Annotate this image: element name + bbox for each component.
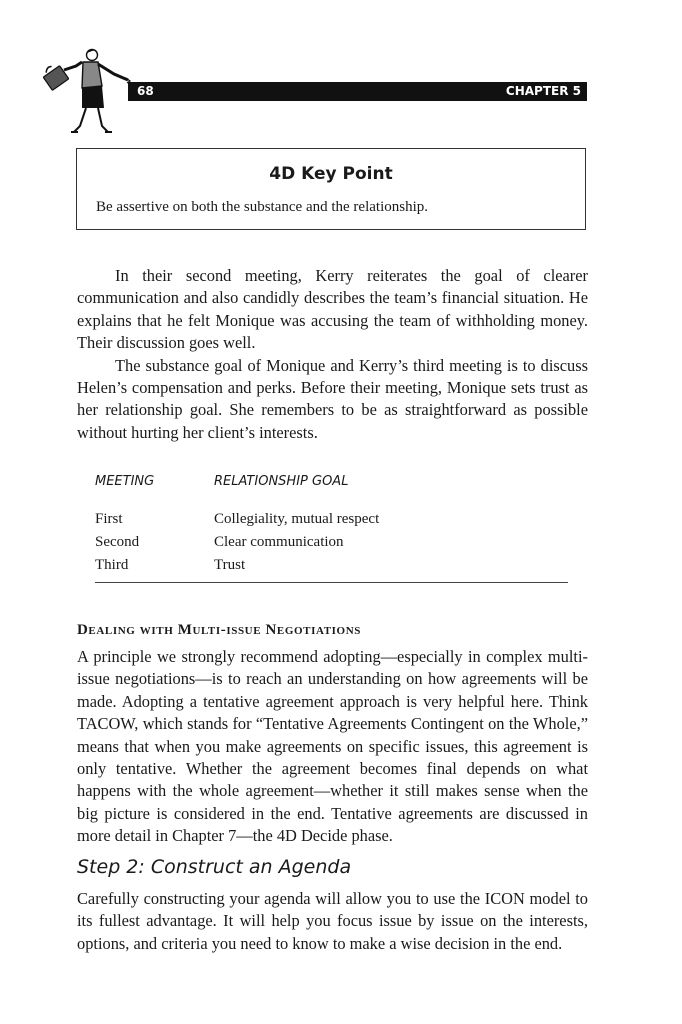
step-body <box>77 888 588 955</box>
table-cell: First <box>95 511 123 527</box>
section-heading: Dealing with Multi-issue Negotiations <box>77 622 361 638</box>
table-row <box>95 557 568 580</box>
table-header-relationship-goal: RELATIONSHIP GOAL <box>214 474 349 489</box>
step-heading: Step 2: Construct an Agenda <box>77 856 352 878</box>
table-cell: Second <box>95 534 140 550</box>
table-row <box>95 511 568 534</box>
chapter-label: CHAPTER 5 <box>505 84 581 98</box>
table-cell: Third <box>95 557 129 573</box>
paragraph: Carefully constructing your agenda will allow you to use the ICON model to its fullest advantage. It will help you focus issue by issue on the interests, options, and criteria you need to know to make a wise decision in the end. <box>77 889 588 953</box>
table-cell: Collegiality, mutual respect <box>214 511 380 527</box>
table-header-meeting: MEETING <box>95 474 155 489</box>
table-cell: Clear communication <box>214 534 344 550</box>
intro-paragraphs <box>77 265 588 444</box>
page-number: 68 <box>137 84 154 98</box>
paragraph: In their second meeting, Kerry reiterates the goal of clearer communication and also candidly describes the team’s financial situation. He explains that he felt Monique was accusing the team of withholding money. Their discussion goes well. <box>77 266 588 353</box>
running-head-bar <box>128 82 587 101</box>
table-cell: Trust <box>214 557 246 573</box>
paragraph: The substance goal of Monique and Kerry’s third meeting is to discuss Helen’s compensation and perks. Before their meeting, Monique sets trust as her relationship goal. She remembers to be as straightforward as possible without hurting her client’s interests. <box>77 355 588 442</box>
paragraph: A principle we strongly recommend adopting—especially in complex multi-issue negotiations—is to reach an understanding on how agreements will be made. Adopting a tentative agreement approach is very helpful here. Think TACOW, which stands for “Tentative Agreements Contingent on the Whole,” means that when you make agreements on specific issues, this agreement is only tentative. Whether the agreement becomes final depends on what happens with the whole agreement—whether it still makes sense when the big picture is considered in the end. Tentative agreements are discussed in more detail in Chapter 7—the 4D Decide phase. <box>77 647 588 846</box>
key-point-text: Be assertive on both the substance and the relationship. <box>96 199 428 215</box>
businesswoman-illustration <box>42 46 132 136</box>
table-row <box>95 534 568 557</box>
section-body <box>77 646 588 848</box>
key-point-box <box>76 148 586 230</box>
table-bottom-rule <box>95 582 568 583</box>
key-point-title: 4D Key Point <box>269 164 393 184</box>
